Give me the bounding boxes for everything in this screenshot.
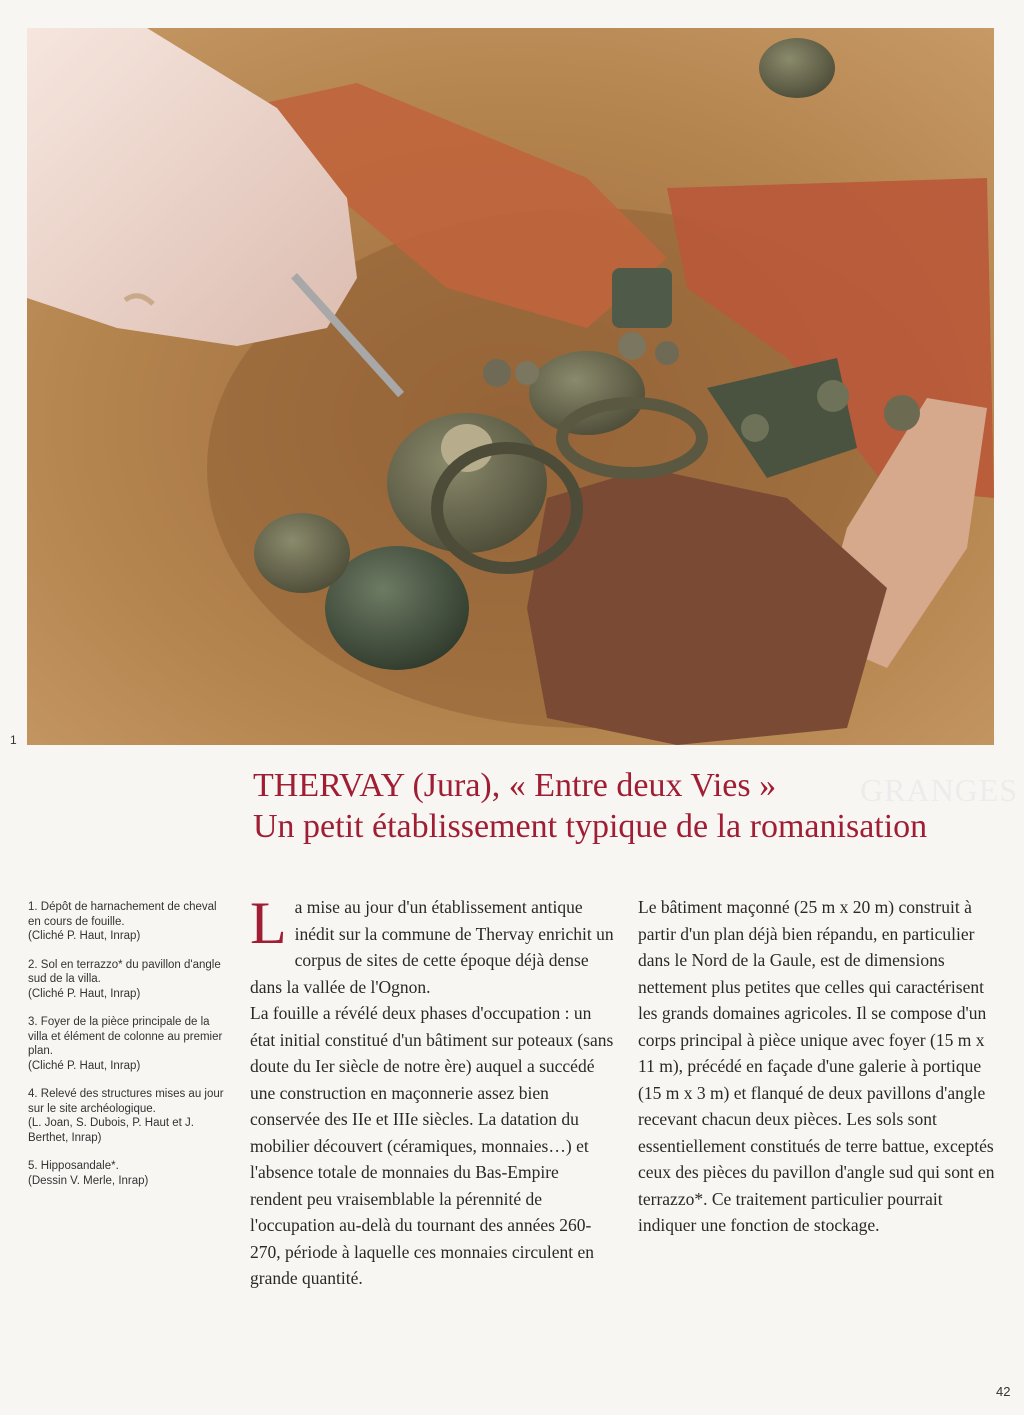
paragraph-intro bbox=[250, 890, 615, 1000]
caption-credit: (Cliché P. Haut, Inrap) bbox=[28, 1059, 141, 1072]
caption-number: 4. bbox=[28, 1088, 38, 1100]
paragraph-intro-text: a mise au jour d'un établissement antique inédit sur la commune de Thervay enrichit un corpus de sites de cette époque déjà dense dans la vallée de l'Ognon. bbox=[250, 897, 614, 997]
caption-credit: (Cliché P. Haut, Inrap) bbox=[28, 930, 141, 942]
caption-5 bbox=[28, 1159, 228, 1188]
caption-number: 1. bbox=[28, 901, 38, 913]
caption-4 bbox=[28, 1087, 228, 1145]
caption-credit: (L. Joan, S. Dubois, P. Haut et J. Berthet, Inrap) bbox=[28, 1117, 194, 1144]
caption-number: 2. bbox=[28, 958, 38, 971]
body-column-2 bbox=[638, 894, 998, 1239]
title-line-2: Un petit établissement typique de la romanisation bbox=[253, 808, 928, 845]
caption-3 bbox=[28, 1015, 228, 1073]
paragraph-building: Le bâtiment maçonné (25 m x 20 m) construit à partir d'un plan déjà bien répandu, en particulier dans le Nord de la Gaule, est de dimensions nettement plus petites que celles qui caractérisent les grands domaines agricoles. Il se compose d'un corps principal à pièce unique avec foyer (15 m x 11 m), précédé en façade d'une galerie à portique (15 m x 3 m) et flanqué de deux pavillons d'angle recevant chacun deux pièces. Les sols sont essentiellement constitués de terre battue, exceptés ceux des pièces du pavillon d'angle sud qui sont en terrazzo*. Ce traitement particulier pourrait indiquer une fonction de stockage. bbox=[638, 897, 995, 1235]
caption-number: 5. bbox=[28, 1160, 38, 1172]
drop-cap: L bbox=[250, 890, 287, 956]
paragraph-phases: La fouille a révélé deux phases d'occupation : un état initial constitué d'un bâtiment sur poteaux (sans doute du Ier siècle de notre ère) auquel a succédé une construction en maçonnerie assez bien conservée des IIe et IIIe siècles. La datation du mobilier découvert (céramiques, monnaies…) et l'absence totale de monnaies du Bas-Empire rendent peu vraisemblable la pérennité de l'occupation au-delà du tournant des années 260-270, période à laquelle ces monnaies circulent en grande quantité. bbox=[250, 1003, 614, 1288]
article-title bbox=[253, 765, 1013, 847]
caption-text: Foyer de la pièce principale de la villa et élément de colonne au premier plan. bbox=[28, 1016, 223, 1057]
caption-1 bbox=[28, 900, 228, 944]
caption-text: Hipposandale*. bbox=[40, 1160, 119, 1172]
caption-text: Sol en terrazzo* du pavillon d'angle sud de la villa. bbox=[28, 958, 221, 985]
page-number: 42 bbox=[996, 1384, 1011, 1399]
title-line-1: THERVAY (Jura), « Entre deux Vies » bbox=[253, 767, 777, 804]
caption-text: Relevé des structures mises au jour sur le site archéologique. bbox=[28, 1088, 224, 1115]
caption-text: Dépôt de harnachement de cheval en cours de fouille. bbox=[28, 901, 217, 928]
caption-2 bbox=[28, 958, 228, 1002]
excavation-photo bbox=[27, 28, 994, 745]
body-column-1 bbox=[250, 890, 615, 1292]
background-ghost-text: GRANGES bbox=[860, 772, 1019, 808]
caption-credit: (Cliché P. Haut, Inrap) bbox=[28, 987, 141, 1000]
horse-harness-deposit-image bbox=[27, 28, 994, 745]
caption-credit: (Dessin V. Merle, Inrap) bbox=[28, 1174, 149, 1187]
figure-captions bbox=[28, 900, 228, 1202]
figure-number: 1 bbox=[10, 733, 17, 747]
caption-number: 3. bbox=[28, 1016, 38, 1028]
